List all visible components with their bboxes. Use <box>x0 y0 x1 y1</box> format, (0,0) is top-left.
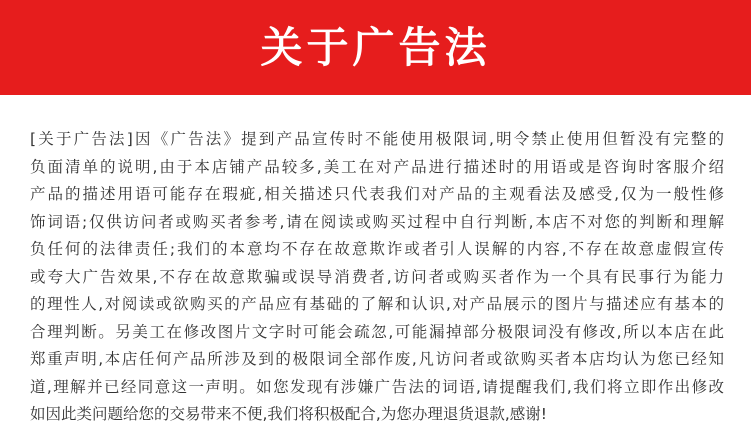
notice-line: 郑重声明,本店任何产品所涉及到的极限词全部作废,凡访问者或欲购买者本店均认为您已经知 <box>30 350 724 368</box>
notice-line: 道,理解并已经同意这一声明。如您发现有涉嫌广告法的词语,请提醒我们,我们将立即作出修改 <box>30 377 724 396</box>
notice-line: 负任何的法律责任;我们的本意均不存在故意欺诈或者引人误解的内容,不存在故意虚假宣传 <box>30 240 724 258</box>
title-banner <box>0 0 751 95</box>
banner-title: 关于广告法 <box>260 22 491 72</box>
notice-line: 负面清单的说明,由于本店铺产品较多,美工在对产品进行描述时的用语或是咨询时客服介绍 <box>30 157 724 176</box>
notice-line: 产品的描述用语可能存在瑕疵,相关描述只代表我们对产品的主观看法及感受,仅为一般性修 <box>30 185 724 203</box>
notice-line: 合理判断。另美工在修改图片文字时可能会疏忽,可能漏掉部分极限词没有修改,所以本店在此 <box>30 322 724 341</box>
advertising-law-notice <box>30 126 724 436</box>
notice-line: 饰词语;仅供访问者或购买者参考,请在阅读或购买过程中自行判断,本店不对您的判断和理解 <box>30 212 724 231</box>
notice-line: 的理性人,对阅读或欲购买的产品应有基础的了解和认识,对产品展示的图片与描述应有基本的 <box>30 295 724 313</box>
notice-line-last: 如因此类问题给您的交易带来不便,我们将积极配合,为您办理退货退款,感谢! <box>30 405 547 423</box>
notice-line: 或夸大广告效果,不存在故意欺骗或误导消费者,访问者或购买者作为一个具有民事行为能力 <box>30 267 724 286</box>
notice-line: [关于广告法]因《广告法》提到产品宣传时不能使用极限词,明令禁止使用但暂没有完整的 <box>30 130 724 148</box>
